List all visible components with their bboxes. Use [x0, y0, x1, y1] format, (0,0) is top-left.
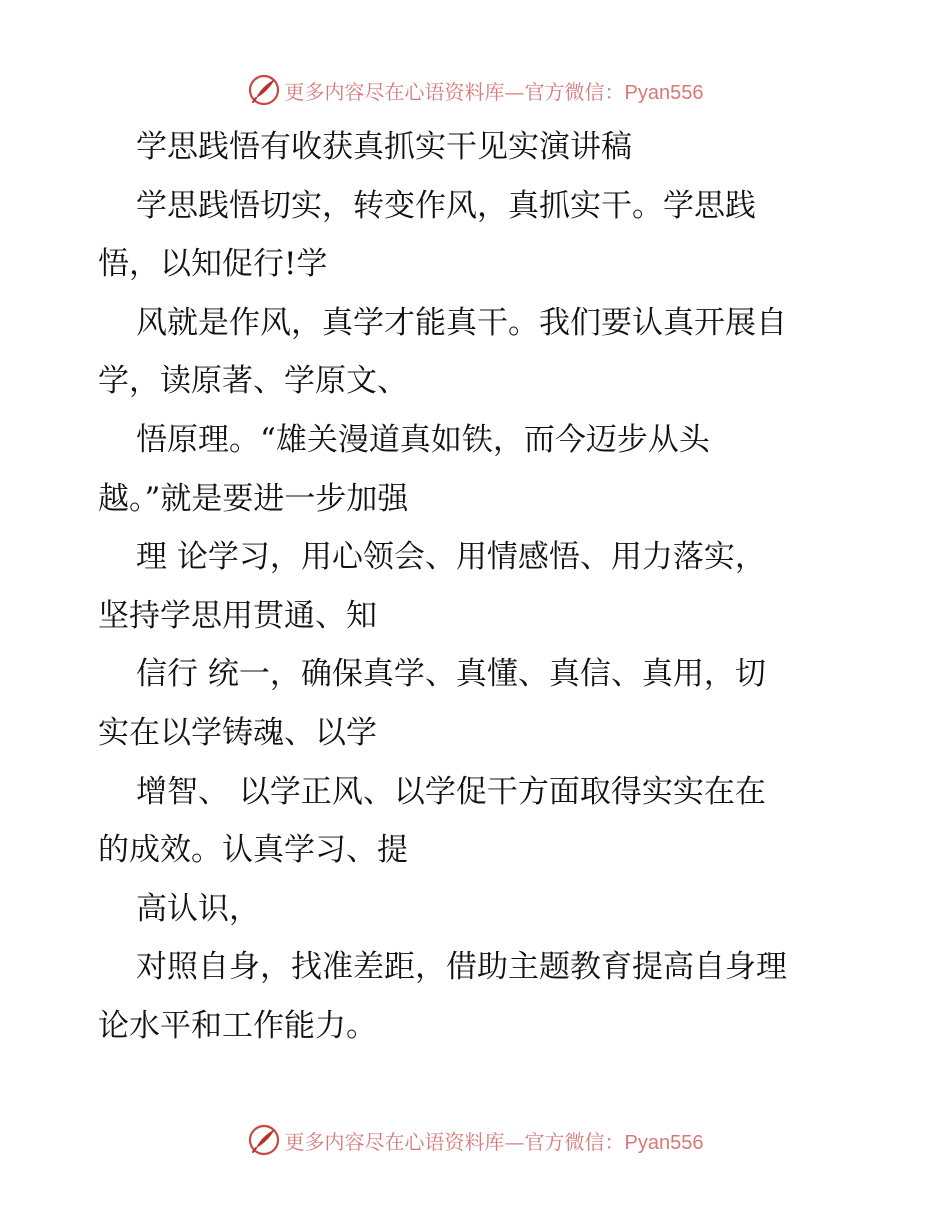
- document-body: [98, 118, 858, 1056]
- text-line: 论水平和工作能力。: [98, 1007, 377, 1044]
- text-line: 的成效。认真学习、提: [98, 832, 408, 869]
- watermark-footer: [0, 1120, 950, 1160]
- text-line: 学，读原著、学原文、: [98, 363, 408, 400]
- watermark-text: 更多内容尽在心语资料库—官方微信：Pyan556: [284, 79, 704, 104]
- text-line: 学思践悟有收获真抓实干见实演讲稿: [136, 129, 632, 165]
- text-line: 信行 统一，确保真学、真懂、真信、真用，切: [136, 656, 766, 693]
- quill-logo-icon: [247, 73, 281, 107]
- text-line: 对照自身，找准差距，借助主题教育提高自身理: [136, 949, 787, 986]
- text-line: 越。”就是要进一步加强: [98, 480, 409, 517]
- watermark-text: 更多内容尽在心语资料库—官方微信：Pyan556: [284, 1129, 704, 1154]
- text-line: 风就是作风，真学才能真干。我们要认真开展自: [136, 304, 787, 341]
- text-line: 学思践悟切实，转变作风，真抓实干。学思践: [136, 187, 756, 224]
- text-line: 理 论学习，用心领会、用情感悟、用力落实，: [136, 539, 766, 576]
- text-line: 高认识，: [136, 890, 260, 927]
- text-line: 悟，以知促行!学: [98, 246, 328, 283]
- quill-logo-icon: [247, 1123, 281, 1157]
- watermark-header: [0, 70, 950, 110]
- text-line: 增智、 以学正风、以学促干方面取得实实在在: [136, 773, 766, 810]
- text-line: 悟原理。“雄关漫道真如铁，而今迈步从头: [136, 421, 710, 458]
- text-line: 坚持学思用贯通、知: [98, 597, 377, 634]
- text-line: 实在以学铸魂、以学: [98, 714, 377, 751]
